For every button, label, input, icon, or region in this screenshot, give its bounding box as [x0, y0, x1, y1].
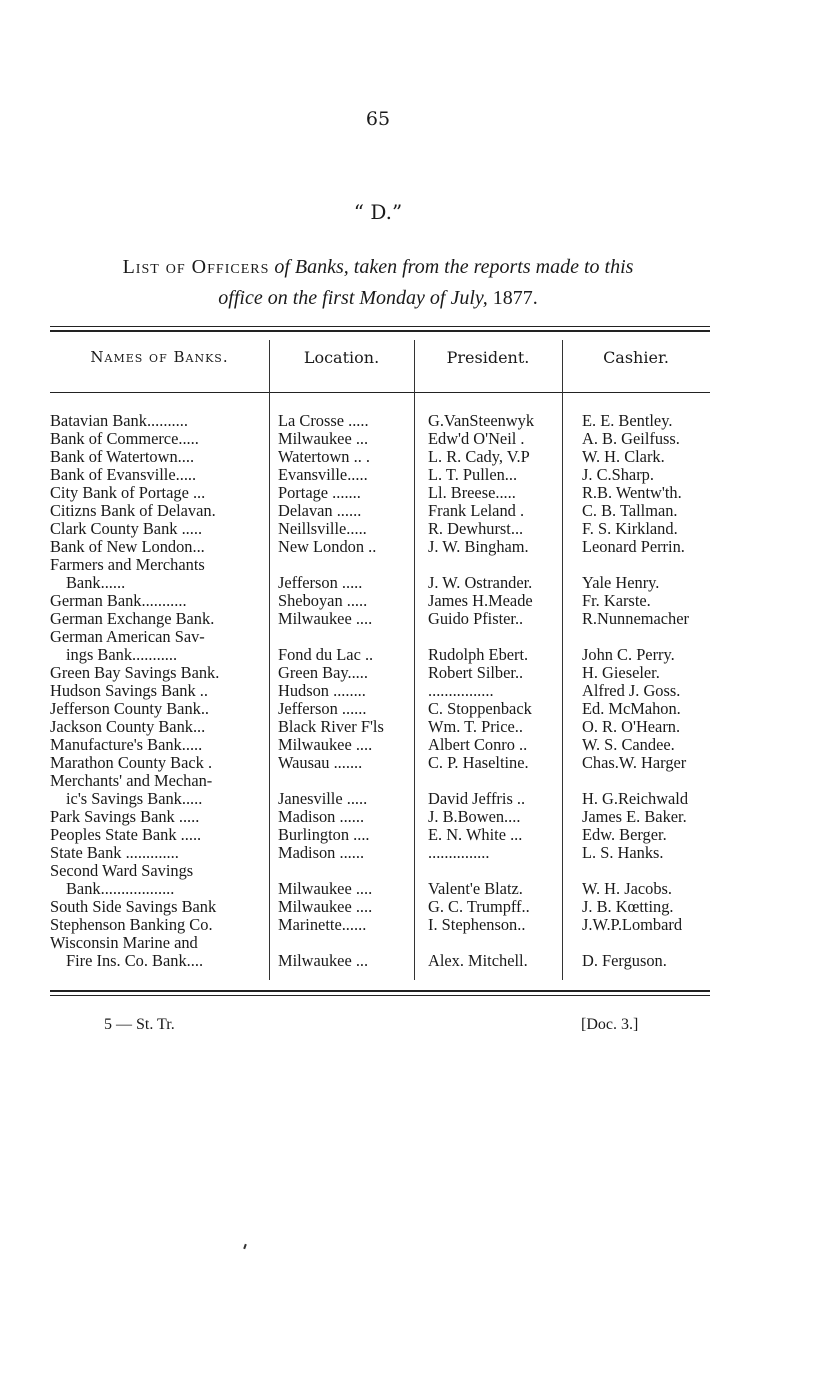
officers-table: [50, 326, 710, 998]
bank-name-cell: City Bank of Portage ...: [50, 484, 206, 502]
title-smallcaps: List of Officers: [122, 256, 270, 278]
bank-name-cell: Green Bay Savings Bank.: [50, 664, 220, 682]
bank-name-cell: Bank of Evansville.....: [50, 466, 197, 484]
president-cell: Rudolph Ebert.: [428, 646, 529, 664]
cashier-cell: H. G.Reichwald: [582, 790, 689, 808]
cashier-cell: W. H. Clark.: [582, 448, 665, 466]
location-cell: Madison ......: [278, 808, 365, 826]
president-cell: Alex. Mitchell.: [428, 952, 528, 970]
location-cell: [272, 628, 421, 646]
location-cell: Jefferson .....: [278, 574, 363, 592]
table-row: [50, 916, 722, 934]
table-row: [50, 826, 722, 844]
table-row: [50, 646, 722, 664]
table-row: [50, 610, 722, 628]
president-cell: G. C. Trumpff..: [428, 898, 530, 916]
bank-name-continuation: ings Bank...........: [66, 646, 178, 664]
table-row: [50, 700, 722, 718]
bank-name-cell: Batavian Bank..........: [50, 412, 188, 430]
header-location: Location.: [303, 348, 380, 367]
location-cell: Jefferson ......: [278, 700, 367, 718]
cashier-cell: C. B. Tallman.: [582, 502, 678, 520]
location-cell: Evansville.....: [278, 466, 368, 484]
table-row: [50, 484, 722, 502]
location-cell: Janesville .....: [278, 790, 368, 808]
bank-name-cell: Manufacture's Bank.....: [50, 736, 203, 754]
president-cell: C. Stoppenback: [428, 700, 532, 718]
table-row: [50, 574, 722, 592]
title-italic-1: of Banks, taken from the reports made to this: [274, 256, 634, 278]
bottom-rule-2: [50, 995, 710, 996]
page-number: 65: [365, 108, 391, 130]
table-row: [50, 934, 722, 952]
title-italic-2: office on the first Monday of July,: [218, 287, 488, 309]
header-names-of-banks: Names of Banks.: [90, 348, 229, 366]
bank-name-cell: German American Sav-: [50, 628, 205, 646]
cashier-cell: Edw. Berger.: [582, 826, 667, 844]
table-row: [50, 412, 722, 430]
bank-name-continuation: Fire Ins. Co. Bank....: [66, 952, 204, 970]
location-cell: Black River F'ls: [278, 718, 384, 736]
bank-name-cell: State Bank .............: [50, 844, 179, 862]
president-cell: James H.Meade: [428, 592, 533, 610]
location-cell: Madison ......: [278, 844, 365, 862]
location-cell: Milwaukee ...: [278, 952, 369, 970]
table-row: [50, 628, 722, 646]
bank-name-cell: Citizns Bank of Delavan.: [50, 502, 216, 520]
cashier-cell: Alfred J. Goss.: [582, 682, 681, 700]
table-row: [50, 520, 722, 538]
president-cell: J. W. Bingham.: [428, 538, 529, 556]
location-cell: Delavan ......: [278, 502, 362, 520]
table-row: [50, 808, 722, 826]
footer-signature: 5 — St. Tr.: [104, 1016, 175, 1033]
bank-name-cell: German Bank...........: [50, 592, 187, 610]
bank-name-cell: Second Ward Savings: [50, 862, 194, 880]
location-cell: Green Bay.....: [278, 664, 368, 682]
cashier-cell: R.Nunnemacher: [582, 610, 689, 628]
location-cell: [272, 772, 421, 790]
president-cell: Albert Conro ..: [428, 736, 528, 754]
cashier-cell: A. B. Geilfuss.: [582, 430, 680, 448]
bank-name-cell: Bank of Watertown....: [50, 448, 195, 466]
table-row: [50, 862, 722, 880]
bank-name-continuation: Bank......: [66, 574, 126, 592]
table-row: [50, 664, 722, 682]
header-rule: [50, 392, 710, 393]
bank-name-cell: [50, 790, 272, 808]
bank-name-cell: Stephenson Banking Co.: [50, 916, 213, 934]
cashier-cell: [574, 556, 722, 574]
table-row: [50, 736, 722, 754]
location-cell: Neillsville.....: [278, 520, 367, 538]
table-row: [50, 898, 722, 916]
president-cell: Ll. Breese.....: [428, 484, 516, 502]
top-rule-1: [50, 326, 710, 327]
location-cell: Hudson ........: [278, 682, 366, 700]
bank-name-cell: Jackson County Bank...: [50, 718, 206, 736]
president-cell: ...............: [428, 844, 490, 862]
table-row: [50, 772, 722, 790]
table-row: [50, 430, 722, 448]
location-cell: Fond du Lac ..: [278, 646, 374, 664]
cashier-cell: James E. Baker.: [582, 808, 687, 826]
president-cell: E. N. White ...: [428, 826, 523, 844]
table-row: [50, 844, 722, 862]
header-cashier: Cashier.: [603, 348, 669, 367]
cashier-cell: [574, 772, 722, 790]
cashier-cell: Fr. Karste.: [582, 592, 651, 610]
president-cell: [421, 556, 574, 574]
president-cell: Wm. T. Price..: [428, 718, 523, 736]
cashier-cell: W. S. Candee.: [582, 736, 675, 754]
president-cell: J. B.Bowen....: [428, 808, 521, 826]
president-cell: Edw'd O'Neil .: [428, 430, 525, 448]
cashier-cell: W. H. Jacobs.: [582, 880, 672, 898]
header-president: President.: [446, 348, 530, 367]
president-cell: I. Stephenson..: [428, 916, 526, 934]
cashier-cell: [574, 934, 722, 952]
bank-name-cell: Peoples State Bank .....: [50, 826, 202, 844]
cashier-cell: J. B. Kœtting.: [582, 898, 674, 916]
bank-name-cell: [50, 880, 272, 898]
location-cell: [272, 556, 421, 574]
president-cell: R. Dewhurst...: [428, 520, 524, 538]
bank-name-continuation: Bank..................: [66, 880, 175, 898]
cashier-cell: John C. Perry.: [582, 646, 675, 664]
location-cell: [272, 862, 421, 880]
table-row: [50, 952, 722, 970]
president-cell: [421, 628, 574, 646]
title-line-1: [48, 256, 708, 279]
cashier-cell: D. Ferguson.: [582, 952, 667, 970]
bank-name-cell: Merchants' and Mechan-: [50, 772, 213, 790]
cashier-cell: F. S. Kirkland.: [582, 520, 678, 538]
location-cell: Milwaukee ....: [278, 880, 373, 898]
location-cell: Watertown .. .: [278, 448, 370, 466]
bank-name-cell: [50, 952, 272, 970]
president-cell: ................: [428, 682, 494, 700]
cashier-cell: [574, 628, 722, 646]
table-row: [50, 790, 722, 808]
president-cell: [421, 772, 574, 790]
bank-name-cell: German Exchange Bank.: [50, 610, 215, 628]
cashier-cell: L. S. Hanks.: [582, 844, 664, 862]
bank-name-cell: Clark County Bank .....: [50, 520, 203, 538]
location-cell: Milwaukee ....: [278, 736, 373, 754]
president-cell: Robert Silber..: [428, 664, 524, 682]
location-cell: Burlington ....: [278, 826, 370, 844]
cashier-cell: Chas.W. Harger: [582, 754, 687, 772]
cashier-cell: Ed. McMahon.: [582, 700, 681, 718]
table-row: [50, 880, 722, 898]
table-row: [50, 502, 722, 520]
cashier-cell: O. R. O'Hearn.: [582, 718, 681, 736]
president-cell: G.VanSteenwyk: [428, 412, 535, 430]
bank-name-cell: Wisconsin Marine and: [50, 934, 198, 952]
table-row: [50, 448, 722, 466]
bank-name-cell: [50, 574, 272, 592]
president-cell: David Jeffris ..: [428, 790, 526, 808]
bottom-rule-1: [50, 990, 710, 992]
president-cell: Valent'e Blatz.: [428, 880, 523, 898]
cashier-cell: Yale Henry.: [582, 574, 660, 592]
president-cell: [421, 862, 574, 880]
cashier-cell: J.W.P.Lombard: [582, 916, 683, 934]
cashier-cell: E. E. Bentley.: [582, 412, 673, 430]
bank-name-cell: Farmers and Merchants: [50, 556, 205, 574]
title-year: 1877.: [492, 287, 538, 309]
president-cell: J. W. Ostrander.: [428, 574, 533, 592]
location-cell: Milwaukee ....: [278, 898, 373, 916]
table-row: [50, 682, 722, 700]
table-row: [50, 556, 722, 574]
cashier-cell: Leonard Perrin.: [582, 538, 685, 556]
table-row: [50, 718, 722, 736]
section-mark: “ D.”: [353, 200, 403, 224]
bank-name-cell: Hudson Savings Bank ..: [50, 682, 208, 700]
bank-name-cell: Jefferson County Bank..: [50, 700, 210, 718]
title-line-2: [48, 287, 708, 310]
cashier-cell: R.B. Wentw'th.: [582, 484, 682, 502]
bank-name-cell: Bank of Commerce.....: [50, 430, 199, 448]
table-row: [50, 592, 722, 610]
bank-name-cell: [50, 646, 272, 664]
president-cell: C. P. Haseltine.: [428, 754, 529, 772]
location-cell: Sheboyan .....: [278, 592, 368, 610]
location-cell: Portage .......: [278, 484, 361, 502]
president-cell: Frank Leland .: [428, 502, 525, 520]
president-cell: L. R. Cady, V.P: [428, 448, 530, 466]
table-row: [50, 754, 722, 772]
table-row: [50, 538, 722, 556]
cashier-cell: [574, 862, 722, 880]
president-cell: L. T. Pullen...: [428, 466, 518, 484]
table-row: [50, 466, 722, 484]
location-cell: Wausau .......: [278, 754, 363, 772]
location-cell: New London ..: [278, 538, 377, 556]
president-cell: [421, 934, 574, 952]
location-cell: Marinette......: [278, 916, 367, 934]
bank-name-cell: South Side Savings Bank: [50, 898, 217, 916]
footer-doc-ref: [Doc. 3.]: [581, 1016, 639, 1033]
print-speck: [243, 1244, 247, 1249]
bank-name-cell: Bank of New London...: [50, 538, 205, 556]
location-cell: La Crosse .....: [278, 412, 369, 430]
bank-name-cell: Marathon County Back .: [50, 754, 213, 772]
bank-name-continuation: ic's Savings Bank.....: [66, 790, 203, 808]
top-rule-2: [50, 330, 710, 332]
location-cell: Milwaukee ....: [278, 610, 373, 628]
president-cell: Guido Pfister..: [428, 610, 524, 628]
officers-rows: [50, 412, 722, 970]
location-cell: [272, 934, 421, 952]
location-cell: Milwaukee ...: [278, 430, 369, 448]
cashier-cell: J. C.Sharp.: [582, 466, 654, 484]
bank-name-cell: Park Savings Bank .....: [50, 808, 200, 826]
cashier-cell: H. Gieseler.: [582, 664, 660, 682]
